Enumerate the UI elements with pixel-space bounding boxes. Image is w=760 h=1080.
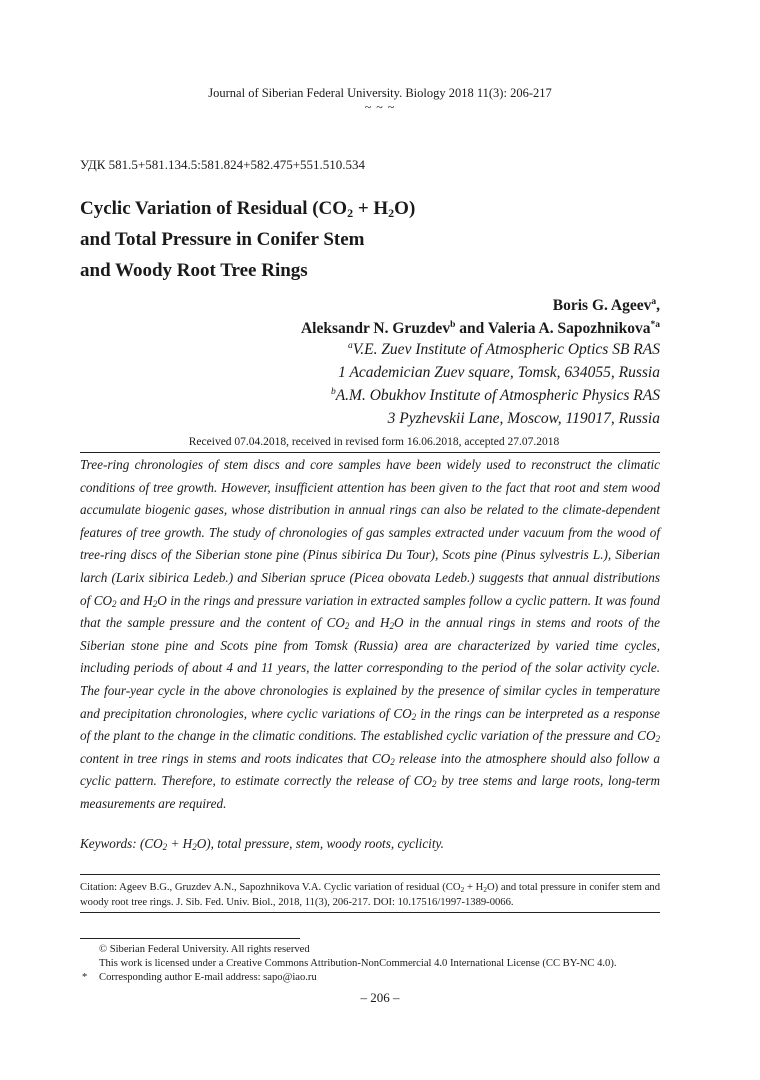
author-line-2: Aleksandr N. Gruzdev$^b$ and Valeria A. Sapozhnikova$^{*a}$ [300,320,660,337]
author-list [301,294,660,340]
affiliation-a: $^a$V.E. Zuev Institute of Atmospheric Optics SB RAS [348,341,660,358]
title-line-1: Cyclic Variation of Residual $(CO_2 + H_2O)$ [80,198,416,220]
header-separator: ~ ~ ~ [364,100,396,114]
received-dates: Received 07.04.2018, received in revised form 16.06.2018, accepted 27.07.2018 [188,436,560,448]
title-line-2: and Total Pressure in Conifer Stem [80,229,365,250]
copyright-note: © Siberian Federal University. All rights reserved [99,944,310,955]
footnote-rule [80,938,300,939]
affiliation-a-address: 1 Academician Zuev square, Tomsk, 634055, Russia [338,364,660,381]
journal-header: Journal of Siberian Federal University. Biology 2018 11(3): 206-217 [208,86,552,100]
article-title [80,193,415,286]
footnote-star: * [82,972,88,983]
author-line-1: Boris G. Ageev$^a$, [552,297,660,314]
corresponding-author-note: Corresponding author E-mail address: sapo@iao.ru [99,972,317,983]
license-note: This work is licensed under a Creative Commons Attribution-NonCommercial 4.0 International License (CC BY-NC 4.0). [99,958,617,969]
udk-code: УДК 581.5+581.134.5:581.824+582.475+551.510.534 [80,157,366,172]
citation-bottom-rule [80,912,660,913]
keywords: Keywords: $(CO_2 + H_2O)$, total pressure, stem, woody roots, cyclicity. [80,836,444,852]
affiliation-b-address: 3 Pyzhevskii Lane, Moscow, 119017, Russia [387,410,660,427]
citation-top-rule [80,874,660,875]
title-line-3: and Woody Root Tree Rings [80,260,308,281]
affiliation-b: $^b$A.M. Obukhov Institute of Atmospheric Physics RAS [330,387,660,404]
citation: Citation: Ageev B.G., Gruzdev A.N., Sapozhnikova V.A. Cyclic variation of residual $(CO_2 + H_2O)$ and total pressure in conifer stem and woody root tree rings. J. Sib. Fed. Univ. Biol., 2018, 11(3), 206-217. DOI: 10.17516/1997-1389-0066. [80,882,661,908]
abstract: Tree-ring chronologies of stem discs and core samples have been widely used to reconstruct the climatic conditions of tree growth. However, insufficient attention has been given to the fact that root and stem wood accumulate biogenic gases, whose distribution in annual rings can also be related to the climate-dependent features of tree growth. The study of chronologies of gas samples extracted under vacuum from the wood of tree-ring discs of the Siberian stone pine (Pinus sibirica Du Tour), Scots pine (Pinus sylvestris L.), Siberian larch (Larix sibirica Ledeb.) and Siberian spruce (Picea obovata Ledeb.) suggests that annual distributions of $CO_2$ and $H_2O$ in the rings and pressure variation in extracted samples follow a cyclic pattern. It was found that the sample pressure and the content of $CO_2$ and $H_2O$ in the annual rings in stems and roots of the Siberian stone pine and Scots pine from Tomsk (Russia) area are characterized by varied time cycles, including periods of about 4 and 11 years, the latter corresponding to the period of the solar activity cycle. The four-year cycle in the above chronologies is explained by the presence of similar cycles in temperature and precipitation chronologies, where cyclic variations of $CO_2$ in the rings can be interpreted as a response of the plant to the change in the climatic conditions. The established cyclic variation of the pressure and $CO_2$ content in tree rings in stems and roots indicates that $CO_2$ release into the atmosphere should also follow a cyclic pattern. Therefore, to estimate correctly the release of $CO_2$ by tree stems and large roots, long-term measurements are required. [80,457,661,811]
abstract-top-rule [80,452,660,453]
page-number: – 206 – [360,990,400,1005]
affiliations [331,338,660,430]
